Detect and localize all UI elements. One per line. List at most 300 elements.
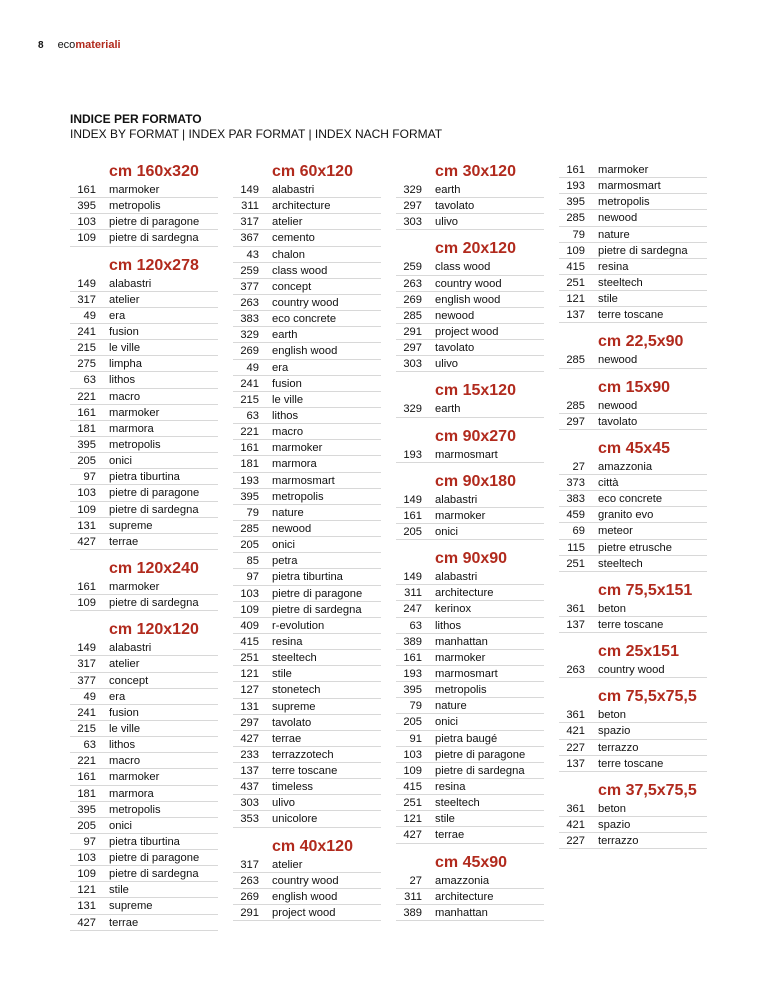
index-row	[559, 210, 707, 226]
collection-name: tavolato	[272, 716, 312, 729]
page-ref: 109	[77, 232, 96, 245]
collection-name: country wood	[598, 664, 665, 677]
page-ref: 421	[566, 725, 585, 738]
index-row	[233, 489, 381, 505]
collection-name: pietre di sardegna	[109, 597, 199, 610]
index-row	[70, 534, 218, 550]
collection-name: marmoker	[109, 184, 160, 196]
page-ref: 361	[566, 602, 585, 615]
index-row	[396, 714, 544, 730]
index-row	[233, 214, 381, 230]
collection-name: marmosmart	[435, 448, 498, 461]
index-row	[70, 737, 218, 753]
index-row	[559, 723, 707, 739]
index-row	[233, 295, 381, 311]
index-row	[70, 340, 218, 356]
collection-name: pietre di paragone	[435, 748, 526, 761]
index-row	[396, 308, 544, 324]
index-row	[233, 602, 381, 618]
index-row	[233, 889, 381, 905]
format-section	[396, 381, 544, 417]
collection-name: terrae	[109, 535, 139, 548]
page-ref: 121	[77, 884, 96, 897]
format-heading: cm 20x120	[435, 240, 516, 258]
page-ref: 149	[240, 184, 259, 196]
page-ref: 427	[403, 829, 422, 842]
brand-logo	[58, 39, 121, 51]
index-row	[70, 324, 218, 340]
page-ref: 161	[77, 580, 96, 593]
index-row	[396, 340, 544, 356]
collection-name: country wood	[272, 296, 339, 309]
page-ref: 79	[246, 506, 259, 519]
page-ref: 103	[77, 216, 96, 229]
collection-name: tavolato	[435, 200, 475, 213]
page-ref: 285	[566, 399, 585, 412]
collection-name: terrae	[435, 829, 465, 842]
page-ref: 251	[566, 276, 585, 289]
index-row	[233, 263, 381, 279]
page-ref: 317	[77, 293, 96, 306]
index-row	[70, 866, 218, 882]
page-ref: 373	[566, 476, 585, 489]
page-ref: 85	[246, 555, 259, 568]
collection-name: steeltech	[435, 797, 480, 810]
collection-name: metropolis	[435, 684, 487, 697]
index-row	[396, 214, 544, 230]
collection-name: metropolis	[109, 803, 161, 816]
index-row	[233, 763, 381, 779]
page-ref: 215	[240, 393, 259, 406]
index-row	[70, 579, 218, 595]
format-heading: cm 90x180	[435, 472, 516, 490]
page-ref: 63	[83, 374, 96, 387]
collection-name: marmoker	[435, 651, 486, 664]
collection-name: ulivo	[272, 797, 296, 810]
page-ref: 161	[77, 184, 96, 196]
collection-name: pietre etrusche	[598, 541, 673, 554]
collection-name: stile	[598, 293, 618, 306]
collection-name: pietre di sardegna	[109, 232, 199, 245]
collection-name: le ville	[109, 342, 141, 355]
brand-suffix: materiali	[75, 39, 121, 51]
page-ref: 383	[566, 493, 585, 506]
page-ref: 251	[403, 797, 422, 810]
collection-name: terrae	[109, 916, 139, 929]
page-ref: 427	[77, 916, 96, 929]
page-ref: 395	[403, 684, 422, 697]
page-ref: 263	[566, 664, 585, 677]
page-ref: 353	[240, 813, 259, 826]
format-heading: cm 120x120	[109, 621, 199, 639]
page-ref: 263	[240, 296, 259, 309]
index-row	[233, 230, 381, 246]
page-ref: 395	[77, 803, 96, 816]
index-row	[396, 324, 544, 340]
page-ref: 205	[240, 539, 259, 552]
index-row	[233, 586, 381, 602]
collection-name: lithos	[109, 374, 136, 387]
collection-name: le ville	[272, 393, 304, 406]
format-section	[396, 549, 544, 843]
format-section	[559, 439, 707, 572]
brand-prefix: eco	[57, 39, 76, 51]
collection-name: onici	[435, 716, 459, 729]
collection-name: marmoker	[109, 406, 160, 419]
collection-name: english wood	[435, 293, 501, 306]
index-row	[70, 753, 218, 769]
page-ref: 181	[77, 787, 96, 800]
index-row	[70, 915, 218, 931]
collection-name: metropolis	[109, 200, 161, 213]
collection-name: le ville	[109, 722, 141, 735]
page-header	[38, 39, 121, 51]
collection-name: kerinox	[435, 603, 472, 616]
index-row	[233, 618, 381, 634]
collection-name: alabastri	[109, 642, 152, 655]
page-ref: 161	[240, 442, 259, 455]
page-ref: 297	[403, 200, 422, 213]
page-ref: 297	[566, 415, 585, 428]
collection-name: project wood	[435, 325, 499, 338]
index-row	[559, 556, 707, 572]
collection-name: country wood	[272, 874, 339, 887]
collection-name: ulivo	[435, 358, 459, 371]
index-title: INDICE PER FORMATO	[70, 112, 202, 126]
collection-name: newood	[598, 399, 638, 412]
page-ref: 251	[566, 557, 585, 570]
collection-name: marmoker	[598, 164, 649, 176]
page-ref: 361	[566, 709, 585, 722]
index-row	[70, 850, 218, 866]
format-heading: cm 40x120	[272, 837, 353, 855]
index-row	[70, 834, 218, 850]
index-row	[70, 453, 218, 469]
page-ref: 377	[77, 674, 96, 687]
collection-name: metropolis	[598, 196, 650, 209]
index-row	[559, 801, 707, 817]
collection-name: granito evo	[598, 509, 654, 522]
collection-name: spazio	[598, 725, 631, 738]
format-section	[396, 239, 544, 372]
page-ref: 193	[566, 180, 585, 193]
page-ref: 329	[403, 184, 422, 196]
index-row	[559, 291, 707, 307]
collection-name: supreme	[109, 900, 153, 913]
collection-name: chalon	[272, 248, 305, 261]
index-row	[559, 707, 707, 723]
collection-name: era	[109, 309, 126, 322]
collection-name: atelier	[272, 216, 303, 229]
collection-name: spazio	[598, 818, 631, 831]
index-row	[70, 469, 218, 485]
collection-name: marmoker	[272, 442, 323, 455]
collection-name: resina	[435, 780, 466, 793]
page-ref: 97	[83, 471, 96, 484]
format-heading: cm 160x320	[109, 163, 199, 180]
collection-name: steeltech	[598, 276, 643, 289]
format-heading: cm 22,5x90	[598, 333, 684, 351]
collection-name: fusion	[109, 325, 139, 338]
format-section	[70, 256, 218, 550]
page-ref: 427	[77, 535, 96, 548]
index-row	[233, 650, 381, 666]
collection-name: terrazzo	[598, 741, 639, 754]
page-ref: 109	[77, 868, 96, 881]
page-ref: 215	[77, 342, 96, 355]
collection-name: terrazzo	[598, 835, 639, 848]
index-row	[396, 569, 544, 585]
collection-name: macro	[109, 755, 141, 768]
format-heading: cm 30x120	[435, 163, 516, 180]
index-row	[70, 818, 218, 834]
index-row	[396, 763, 544, 779]
index-row	[233, 779, 381, 795]
index-row	[396, 356, 544, 372]
index-row	[396, 682, 544, 698]
page-ref: 251	[240, 652, 259, 665]
format-section	[396, 162, 544, 230]
index-row	[559, 740, 707, 756]
index-row	[559, 352, 707, 368]
page-ref: 241	[77, 706, 96, 719]
format-section	[559, 687, 707, 772]
index-row	[233, 198, 381, 214]
index-row	[233, 376, 381, 392]
index-column-4	[559, 162, 707, 858]
page-ref: 109	[403, 764, 422, 777]
format-section	[233, 837, 381, 922]
index-row	[559, 414, 707, 430]
index-row	[70, 595, 218, 611]
format-heading: cm 120x240	[109, 559, 199, 577]
collection-name: atelier	[109, 293, 140, 306]
page-ref: 149	[77, 277, 96, 290]
page-ref: 291	[403, 325, 422, 338]
page-ref: 263	[403, 277, 422, 290]
index-row	[70, 518, 218, 534]
collection-name: resina	[272, 635, 303, 648]
index-row	[233, 456, 381, 472]
collection-name: macro	[109, 390, 141, 403]
page-ref: 221	[77, 390, 96, 403]
index-row	[233, 795, 381, 811]
index-row	[70, 786, 218, 802]
index-row	[233, 747, 381, 763]
index-row	[70, 405, 218, 421]
index-row	[559, 817, 707, 833]
index-row	[233, 279, 381, 295]
collection-name: beton	[598, 602, 626, 615]
index-row	[396, 873, 544, 889]
page-ref: 205	[403, 525, 422, 538]
page-ref: 161	[403, 651, 422, 664]
collection-name: project wood	[272, 907, 336, 920]
collection-name: terre toscane	[598, 309, 664, 322]
index-row	[396, 492, 544, 508]
index-column-3	[396, 162, 544, 930]
collection-name: fusion	[272, 377, 302, 390]
page-ref: 409	[240, 619, 259, 632]
page-ref: 109	[77, 503, 96, 516]
index-row	[70, 673, 218, 689]
index-row	[559, 227, 707, 243]
index-row	[396, 634, 544, 650]
page-ref: 241	[77, 325, 96, 338]
index-row	[396, 447, 544, 463]
format-heading: cm 45x45	[598, 439, 671, 457]
page-ref: 121	[403, 813, 422, 826]
page-ref: 415	[240, 635, 259, 648]
index-title-block	[70, 112, 442, 142]
collection-name: pietra baugé	[435, 732, 498, 745]
page-ref: 395	[240, 490, 259, 503]
collection-name: pietre di sardegna	[109, 868, 199, 881]
page-ref: 181	[77, 422, 96, 435]
collection-name: onici	[272, 539, 296, 552]
format-section	[559, 332, 707, 368]
index-row	[233, 634, 381, 650]
collection-name: stile	[435, 813, 455, 826]
page-ref: 389	[403, 635, 422, 648]
page-ref: 149	[403, 571, 422, 584]
index-row	[396, 182, 544, 198]
index-row	[233, 424, 381, 440]
index-row	[233, 392, 381, 408]
page-ref: 437	[240, 781, 259, 794]
page-ref: 49	[83, 690, 96, 703]
page-ref: 317	[77, 658, 96, 671]
page-ref: 285	[566, 354, 585, 367]
page-ref: 43	[246, 248, 259, 261]
collection-name: newood	[272, 522, 312, 535]
page-ref: 181	[240, 458, 259, 471]
index-row	[396, 292, 544, 308]
format-heading: cm 25x151	[598, 643, 679, 661]
collection-name: pietre di paragone	[109, 216, 200, 229]
collection-name: english wood	[272, 890, 338, 903]
format-heading: cm 45x90	[435, 853, 508, 871]
page-ref: 49	[83, 309, 96, 322]
index-row	[233, 408, 381, 424]
page-ref: 63	[409, 619, 422, 632]
index-row	[396, 905, 544, 921]
index-row	[559, 259, 707, 275]
page-ref: 69	[572, 525, 585, 538]
page-ref: 97	[83, 835, 96, 848]
page-ref: 131	[77, 519, 96, 532]
collection-name: steeltech	[272, 652, 317, 665]
index-row	[233, 905, 381, 921]
page-ref: 137	[566, 309, 585, 322]
format-heading: cm 75,5x75,5	[598, 688, 697, 706]
index-row	[233, 715, 381, 731]
collection-name: terre toscane	[272, 765, 338, 778]
collection-name: supreme	[109, 519, 153, 532]
format-section	[559, 162, 707, 323]
page-ref: 361	[566, 802, 585, 815]
page-ref: 269	[240, 345, 259, 358]
page-ref: 137	[240, 765, 259, 778]
collection-name: pietra tiburtina	[109, 471, 180, 484]
collection-name: pietre di sardegna	[109, 503, 199, 516]
index-row	[559, 307, 707, 323]
collection-name: stile	[109, 884, 129, 897]
page-ref: 91	[409, 732, 422, 745]
collection-name: class wood	[435, 261, 491, 274]
collection-name: pietre di paragone	[272, 587, 363, 600]
page-ref: 49	[246, 361, 259, 374]
index-row	[70, 656, 218, 672]
index-row	[396, 259, 544, 275]
collection-name: pietre di sardegna	[272, 603, 362, 616]
index-row	[396, 795, 544, 811]
index-row	[70, 502, 218, 518]
page-ref: 109	[240, 603, 259, 616]
collection-name: eco concrete	[598, 493, 663, 506]
collection-name: marmosmart	[598, 180, 661, 193]
page-ref: 97	[246, 571, 259, 584]
collection-name: supreme	[272, 700, 316, 713]
index-row	[559, 398, 707, 414]
index-row	[559, 178, 707, 194]
index-row	[396, 889, 544, 905]
page-ref: 109	[77, 597, 96, 610]
index-row	[233, 521, 381, 537]
page-ref: 303	[403, 216, 422, 229]
page-ref: 415	[403, 780, 422, 793]
collection-name: marmora	[109, 422, 154, 435]
format-heading: cm 90x270	[435, 427, 516, 445]
index-row	[70, 308, 218, 324]
index-row	[70, 356, 218, 372]
format-section	[70, 620, 218, 931]
collection-name: petra	[272, 555, 298, 568]
index-row	[559, 833, 707, 849]
collection-name: lithos	[272, 409, 299, 422]
index-row	[70, 230, 218, 246]
page-ref: 377	[240, 280, 259, 293]
collection-name: alabastri	[109, 277, 152, 290]
collection-name: onici	[109, 455, 133, 468]
index-row	[70, 485, 218, 501]
page-ref: 193	[403, 448, 422, 461]
page-ref: 63	[83, 739, 96, 752]
index-column-2	[233, 162, 381, 930]
index-row	[233, 857, 381, 873]
page-ref: 259	[240, 264, 259, 277]
collection-name: terrazzotech	[272, 748, 334, 761]
index-row	[559, 194, 707, 210]
page-ref: 291	[240, 907, 259, 920]
index-row	[70, 372, 218, 388]
index-row	[396, 827, 544, 843]
index-row	[233, 505, 381, 521]
index-row	[233, 569, 381, 585]
page-ref: 131	[77, 900, 96, 913]
page-number: 8	[38, 40, 44, 51]
page-ref: 303	[403, 358, 422, 371]
page-ref: 415	[566, 260, 585, 273]
index-row	[233, 473, 381, 489]
page-ref: 227	[566, 835, 585, 848]
index-row	[396, 731, 544, 747]
collection-name: steeltech	[598, 557, 643, 570]
page-ref: 161	[403, 509, 422, 522]
index-row	[396, 650, 544, 666]
page-ref: 205	[403, 716, 422, 729]
index-row	[233, 311, 381, 327]
